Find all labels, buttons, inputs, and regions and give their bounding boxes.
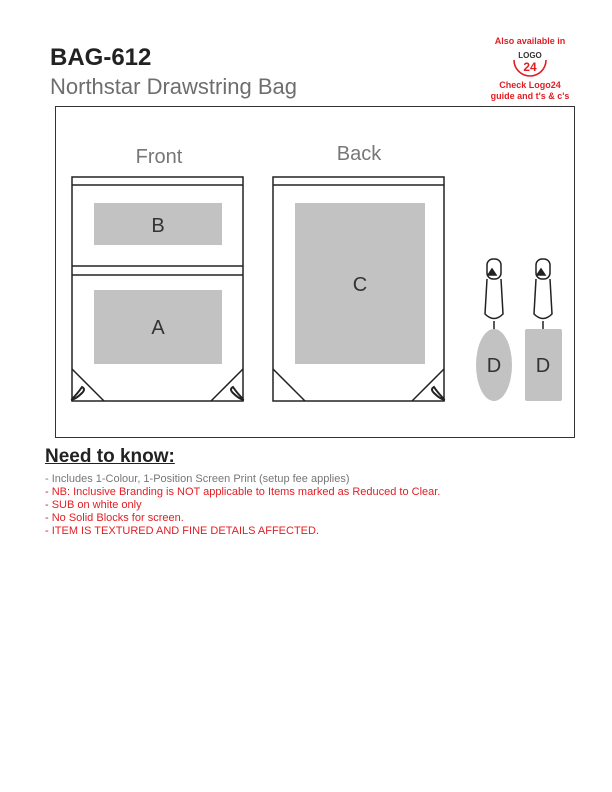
back-cord-right bbox=[432, 387, 445, 400]
logo24-word: LOGO bbox=[518, 51, 542, 60]
back-label: Back bbox=[336, 143, 382, 165]
zone-c-label: C bbox=[352, 274, 368, 296]
diagram-drawing bbox=[56, 107, 576, 439]
product-code: BAG-612 bbox=[50, 44, 152, 71]
back-corner-left bbox=[273, 369, 305, 401]
logo24-icon bbox=[478, 47, 582, 81]
badge-line-guide: guide and t's & c's bbox=[490, 91, 570, 101]
zone-d-rect-label: D bbox=[535, 355, 551, 377]
puller-oval-clip bbox=[487, 259, 501, 279]
puller-rect-tab bbox=[534, 279, 552, 319]
zone-a-label: A bbox=[151, 317, 165, 339]
need-to-know-list bbox=[45, 473, 440, 538]
logo24-badge bbox=[478, 36, 582, 104]
puller-rect-clip bbox=[536, 259, 550, 279]
note-item: - Includes 1-Colour, 1-Position Screen Print (setup fee applies) bbox=[45, 473, 350, 485]
front-cord-left bbox=[71, 387, 84, 400]
note-item: - SUB on white only bbox=[45, 499, 142, 511]
note-item: - NB: Inclusive Branding is NOT applicable to Items marked as Reduced to Clear. bbox=[45, 486, 441, 498]
front-label: Front bbox=[135, 146, 183, 168]
badge-line-check: Check Logo24 bbox=[499, 80, 561, 90]
zip-puller-rect bbox=[534, 259, 552, 329]
logo24-number: 24 bbox=[523, 60, 537, 74]
puller-oval-tab bbox=[485, 279, 503, 319]
print-area-diagram bbox=[55, 106, 575, 438]
note-item: - ITEM IS TEXTURED AND FINE DETAILS AFFECTED. bbox=[45, 525, 320, 537]
zone-d-oval-label: D bbox=[486, 355, 502, 377]
puller-rect-tip bbox=[537, 269, 545, 275]
note-item: - No Solid Blocks for screen. bbox=[45, 512, 184, 524]
badge-line-available: Also available in bbox=[494, 36, 566, 46]
puller-oval-tip bbox=[488, 269, 496, 275]
zone-b-label: B bbox=[151, 215, 165, 237]
product-name: Northstar Drawstring Bag bbox=[50, 74, 297, 99]
zip-puller-oval bbox=[485, 259, 503, 332]
front-cord-right bbox=[231, 387, 244, 400]
need-to-know-heading: Need to know: bbox=[45, 446, 175, 467]
